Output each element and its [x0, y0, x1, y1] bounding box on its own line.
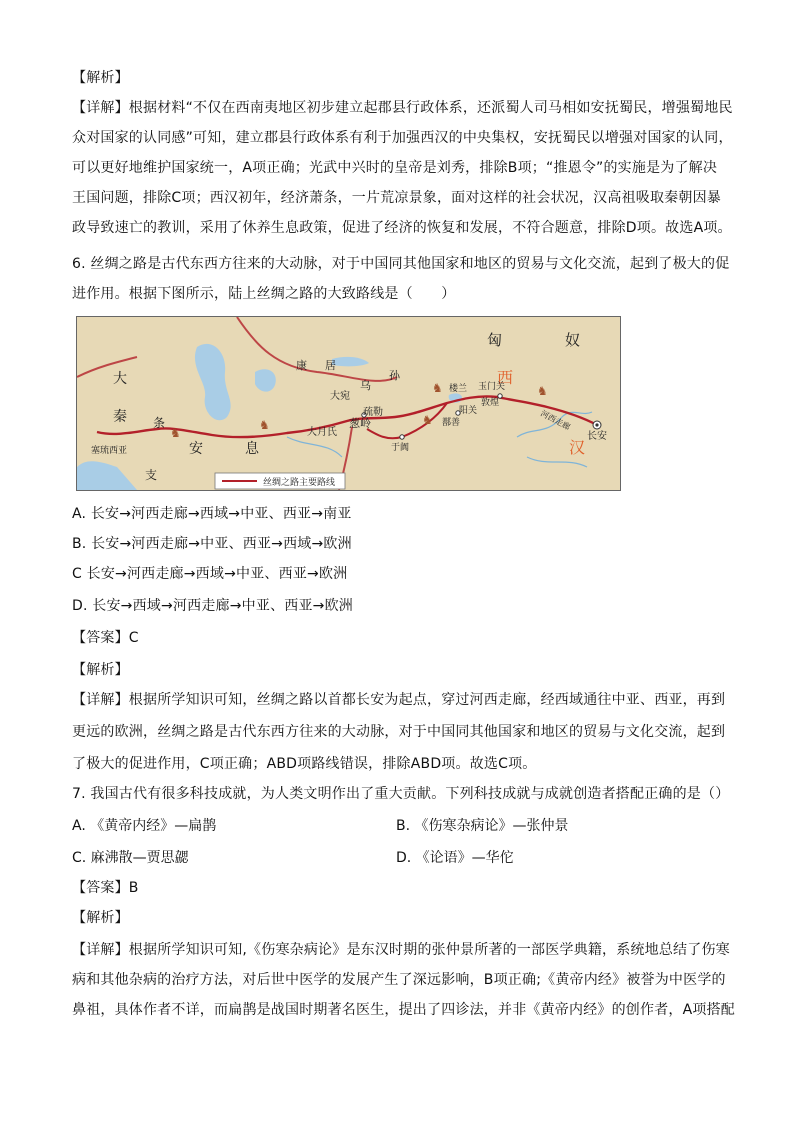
detail-6-line: 了极大的促进作用，C项正确；ABD项路线错误，排除ABD项。故选C项。 [72, 756, 537, 772]
question-6-stem-cont: 进作用。根据下图所示，陆上丝绸之路的大致路线是（ ） [72, 286, 456, 302]
map-label: 西 [497, 368, 514, 387]
detail-6-line: 【详解】根据所学知识可知，丝绸之路以首都长安为起点，穿过河西走廊，经西域通往中亚、西亚，再到 [72, 692, 726, 708]
map-label: 河西走廊 [539, 408, 572, 432]
camel-icon: ♞ [259, 418, 270, 432]
map-legend [215, 473, 345, 489]
map-label: 敦煌 [481, 398, 500, 408]
analysis-6-heading: 【解析】 [72, 662, 129, 678]
option-b: B. 长安→河西走廊→中亚、西亚→西域→欧洲 [72, 536, 352, 552]
answer-7: 【答案】B [72, 880, 139, 896]
map-label: 条 [153, 416, 166, 430]
map-label: 阳关 [459, 406, 478, 416]
map-label: 安 [189, 441, 203, 457]
q7-option-d: D. 《论语》—华佗 [396, 850, 514, 866]
camel-icon: ♞ [537, 384, 548, 398]
question-6-stem: 6. 丝绸之路是古代东西方往来的大动脉，对于中国同其他国家和地区的贸易与文化交流，起到了极大的促 [72, 256, 730, 272]
map-label: 乌 [360, 379, 371, 392]
map-label: 康 [296, 359, 307, 372]
map-label: 汉 [569, 438, 586, 457]
detail-6-line: 更远的欧洲，丝绸之路是古代东西方往来的大动脉，对于中国同其他国家和地区的贸易与文化交流，起到 [72, 724, 726, 740]
map-label: 奴 [565, 331, 581, 349]
camel-icon: ♞ [170, 426, 181, 440]
map-label: 楼兰 [449, 384, 468, 394]
detail-7-line: 【详解】根据所学知识可知,《伤寒杂病论》是东汉时期的张仲景所著的一部医学典籍，系统地总结了伤寒 [72, 942, 730, 958]
option-d: D. 长安→西域→河西走廊→中亚、西亚→欧洲 [72, 598, 354, 614]
map-label: 塞琉西亚 [91, 446, 128, 456]
legend-label: 丝绸之路主要路线 [263, 478, 336, 488]
map-label: 于阗 [391, 443, 410, 453]
map-label: 玉门关 [478, 382, 506, 392]
detail-line: 可以更好地维护国家统一，A项正确；光武中兴时的皇帝是刘秀，排除B项；“推恩令”的实施是为了解决 [72, 160, 718, 176]
map-label: 鄯善 [442, 418, 461, 428]
map-label: 支 [145, 468, 158, 482]
map-label: 秦 [113, 409, 127, 425]
map-label: 大 [113, 371, 127, 387]
map-label: 大宛 [330, 391, 350, 402]
detail-line: 【详解】根据材料“不仅在西南夷地区初步建立起郡县行政体系，还派蜀人司马相如安抚蜀民，增强蜀地民 [72, 100, 733, 116]
map-label: 居 [325, 359, 336, 372]
answer-6: 【答案】C [72, 630, 139, 646]
question-7-stem: 7. 我国古代有很多科技成就，为人类文明作出了重大贡献。下列科技成就与成就创造者搭配正确的是（） [72, 786, 730, 802]
q7-option-a: A. 《黄帝内经》—扁鹊 [72, 818, 217, 834]
camel-icon: ♞ [422, 413, 433, 427]
q7-option-c: C. 麻沸散—贾思勰 [72, 850, 189, 866]
detail-7-line: 病和其他杂病的治疗方法，对后世中医学的发展产生了深远影响，B项正确;《黄帝内经》被誉为中医学的 [72, 972, 726, 988]
q7-option-b: B. 《伤寒杂病论》—张仲景 [396, 818, 569, 834]
map-label: 孙 [389, 369, 400, 382]
option-a: A. 长安→河西走廊→西域→中亚、西亚→南亚 [72, 506, 352, 522]
aral-sea [255, 369, 276, 391]
silk-road-map [76, 316, 621, 491]
map-label: 疏勒 [363, 407, 383, 418]
camel-icon: ♞ [432, 381, 443, 395]
detail-7-line: 鼻祖，具体作者不详，而扁鹊是战国时期著名医生，提出了四诊法，并非《黄帝内经》的创作者，A项搭配 [72, 1002, 735, 1018]
analysis-heading: 【解析】 [72, 70, 129, 86]
map-label: 长安 [587, 431, 607, 442]
map-label: 息 [245, 441, 259, 457]
map-label: 葱岭 [349, 417, 371, 430]
option-c: C 长安→河西走廊→西域→中亚、西亚→欧洲 [72, 566, 348, 582]
detail-line: 王国问题，排除C项；西汉初年，经济萧条，一片荒凉景象，面对这样的社会状况，汉高祖吸取秦朝因暴 [72, 190, 721, 206]
map-label: 匈 [487, 331, 503, 349]
detail-line: 众对国家的认同感”可知，建立郡县行政体系有利于加强西汉的中央集权，安抚蜀民以增强对国家的认同， [72, 130, 733, 146]
analysis-7-heading: 【解析】 [72, 910, 129, 926]
map-label: 大月氏 [307, 427, 337, 438]
detail-line: 政导致速亡的教训，采用了休养生息政策，促进了经济的恢复和发展，不符合题意，排除D项。故选A项。 [72, 220, 732, 236]
